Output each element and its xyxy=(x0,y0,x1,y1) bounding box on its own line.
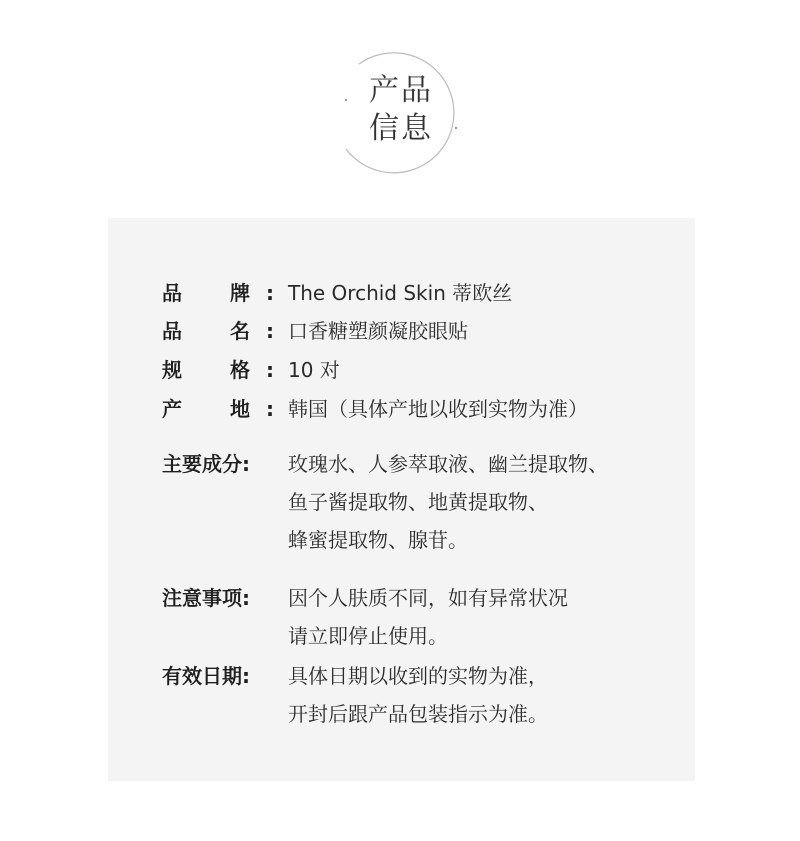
brand-value: The Orchid Skin 蒂欧丝 xyxy=(288,281,513,305)
notes-value xyxy=(288,579,568,655)
ingredients-label: 主要成分: xyxy=(162,452,250,476)
notes-line: 请立即停止使用。 xyxy=(288,624,448,648)
ingredients-value xyxy=(288,445,608,559)
ingredients-line: 鱼子酱提取物、地黄提取物、 xyxy=(288,490,548,514)
expiry-line: 开封后跟产品包装指示为准。 xyxy=(288,702,548,726)
origin-value: 韩国（具体产地以收到实物为准） xyxy=(288,397,588,421)
notes-line: 因个人肤质不同，如有异常状况 xyxy=(288,586,568,610)
ingredients-line: 蜂蜜提取物、腺苷。 xyxy=(288,528,468,552)
expiry-value xyxy=(288,657,548,733)
specification-value: 10 对 xyxy=(288,358,340,382)
expiry-label: 有效日期: xyxy=(162,664,250,688)
expiry-line: 具体日期以收到的实物为准， xyxy=(288,664,548,688)
notes-label: 注意事项: xyxy=(162,586,250,610)
product-name-value: 口香糖塑颜凝胶眼贴 xyxy=(288,319,468,343)
section-header-badge xyxy=(340,50,462,176)
section-title xyxy=(340,72,462,148)
section-title-line-2: 信息 xyxy=(369,111,433,146)
section-title-line-1: 产品 xyxy=(369,73,433,108)
ingredients-line: 玫瑰水、人参萃取液、幽兰提取物、 xyxy=(288,452,608,476)
